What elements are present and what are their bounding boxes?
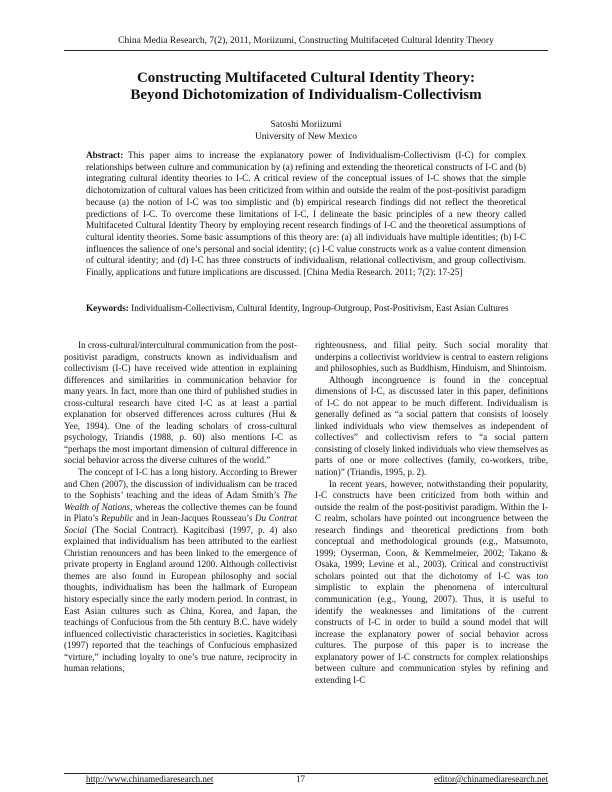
website-link[interactable]: http://www.chinamediaresearch.net <box>86 774 214 784</box>
abstract <box>86 150 526 279</box>
page-number: 17 <box>296 774 305 784</box>
author-affiliation: University of New Mexico <box>254 132 358 142</box>
title-line-2: Beyond Dichotomization of Individualism-Collectivism <box>130 87 482 103</box>
keywords-text: Individualism-Collectivism, Cultural Identity, Ingroup-Outgroup, Post-Positivism, East Asian Cultures <box>128 303 509 313</box>
body-paragraph <box>64 467 297 675</box>
keywords-label: Keywords: <box>86 303 129 313</box>
book-title: Republic <box>101 513 134 524</box>
header-rule <box>64 50 548 51</box>
keywords <box>86 303 526 315</box>
title-line-1: Constructing Multifaceted Cultural Identity Theory: <box>136 70 476 86</box>
body-paragraph: Although incongruence is found in the conceptual dimensions of I-C, as discussed later in this paper, definitions of I-C do not appear to be much different. Individualism is generally defined as “a social pattern that consists of loosely linked individuals who view themselves as independent of collectives” and collectivism refers to “a social pattern consisting of closely linked individuals who view themselves as parts of one or more collectives (family, co-workers, tribe, nation)” (Triandis, 1995, p. 2). <box>315 374 548 478</box>
book-title: The Wealth of Nations <box>64 490 297 512</box>
paper-title <box>64 70 548 104</box>
paragraph-text: and in Jean-Jacques Rousseau’s <box>133 513 255 524</box>
email-link[interactable]: editor@chinamediaresearch.net <box>434 774 548 784</box>
author-name: Satoshi Moriizumi <box>270 120 342 130</box>
footer-website[interactable] <box>86 774 213 784</box>
abstract-label: Abstract: <box>86 150 124 160</box>
paragraph-text: The concept of I-C has a long history. According to Brewer and Chen (2007), the discussion of individualism can be traced to the Sophists’ teaching and the ideas of Adam Smith’s <box>64 467 297 501</box>
abstract-text: This paper aims to increase the explanatory power of Individualism-Collectivism (I-C) for complex relationships between culture and communication by (a) refining and extending the theoretical constructs of I-C and (b) integrating cultural identity theories to I-C. A critical review of the conceptual issues of I-C shows that the simple dichotomization of cultural values has been criticized from within and outside the realm of the post-positivist paradigm because (a) the notion of I-C was too simplistic and (b) empirical research findings did not reflect the theoretical predictions of I-C. To overcome these limitations of I-C, I delineate the basic principles of a new theory called Multifaceted Cultural Identity Theory by employing recent research findings of I-C and the theoretical assumptions of cultural identity theories. Some basic assumptions of this theory are: (a) all individuals have multiple identities; (b) I-C influences the salience of one’s personal and social identity; (c) I-C value constructs work as a value content dimension of cultural identity; and (d) I-C has three constructs of individualism, relational collectivism, and group collectivism. Finally, applications and future implications are discussed. [China Media Research. 2011; 7(2): 17-25] <box>86 150 526 278</box>
paragraph-text: (The Social Contract). Kagitcibasi (1997, p. 4) also explained that individualism has been attributed to the earliest Christian renouncers and has been linked to the emergence of private property in England around 1200. Although collectivist themes are also found in European philosophy and social thoughts, individualism has been the hallmark of European history especially since the early modern period. In contrast, in East Asian cultures such as China, Korea, and Japan, the teachings of Confucious from the 5th century B.C. have widely influenced collectivistic characteristics in societies. Kagitcibasi (1997) reported that the teachings of Confucious emphasized “virture,” including loyalty to one’s true nature, reciprocity in human relations, <box>64 524 297 674</box>
running-head: China Media Research, 7(2), 2011, Moriizumi, Constructing Multifaceted Cultural Identity Theory <box>118 36 494 46</box>
paragraph-text: , whereas the collective themes can be found in Plato’s <box>64 501 298 524</box>
left-column <box>64 340 297 675</box>
body-paragraph: In cross-cultural/intercultural communication from the post-positivist paradigm, constructs known as individualism and collectivism (I-C) have received wide attention in explaining differences and similarities in communication behavior for many years. In fact, more than one third of published studies in cross-cultural research have cited I-C as at least a partial explanation for observed differences across cultures (Hui & Yee, 1994). One of the leading scholars of cross-cultural psychology, Triandis (1988, p. 60) also mentions I-C as “perhaps the most important dimension of cultural difference in social behavior across the diverse cultures of the world.” <box>64 340 297 466</box>
author-block <box>64 119 548 143</box>
body-paragraph: In recent years, however, notwithstanding their popularity, I-C constructs have been criticized from both within and outside the realm of the post-positivist paradigm. Within the I-C realm, scholars have pointed out incongruence between the research findings and theoretical predictions from both conceptual and methodological grounds (e.g., Matsumoto, 1999; Oyserman, Coon, & Kemmelmeier, 2002; Takano & Osaka, 1999; Levine et al., 2003). Critical and constructivist scholars pointed out that the dichotomy of I-C was too simplistic to explain the phenomena of intercultural communication (e.g., Young, 2007). Thus, it is useful to identify the weaknesses and limitations of the current constructs of I-C in order to build a sound model that will increase the explanatory power of social behavior across cultures. The purpose of this paper is to increase the explanatory power of I-C constructs for complex relationships between culture and communication styles by refining and extending I-C <box>315 478 548 685</box>
footer-email[interactable] <box>434 774 548 784</box>
body-paragraph: righteousness, and filial peity. Such social morality that underpins a collectivist worldview is central to eastern religions and philosophies, such as Buddhism, Hinduism, and Shintoism. <box>315 340 548 374</box>
right-column <box>315 340 548 686</box>
book-title: Du Contrat Social <box>64 513 297 535</box>
